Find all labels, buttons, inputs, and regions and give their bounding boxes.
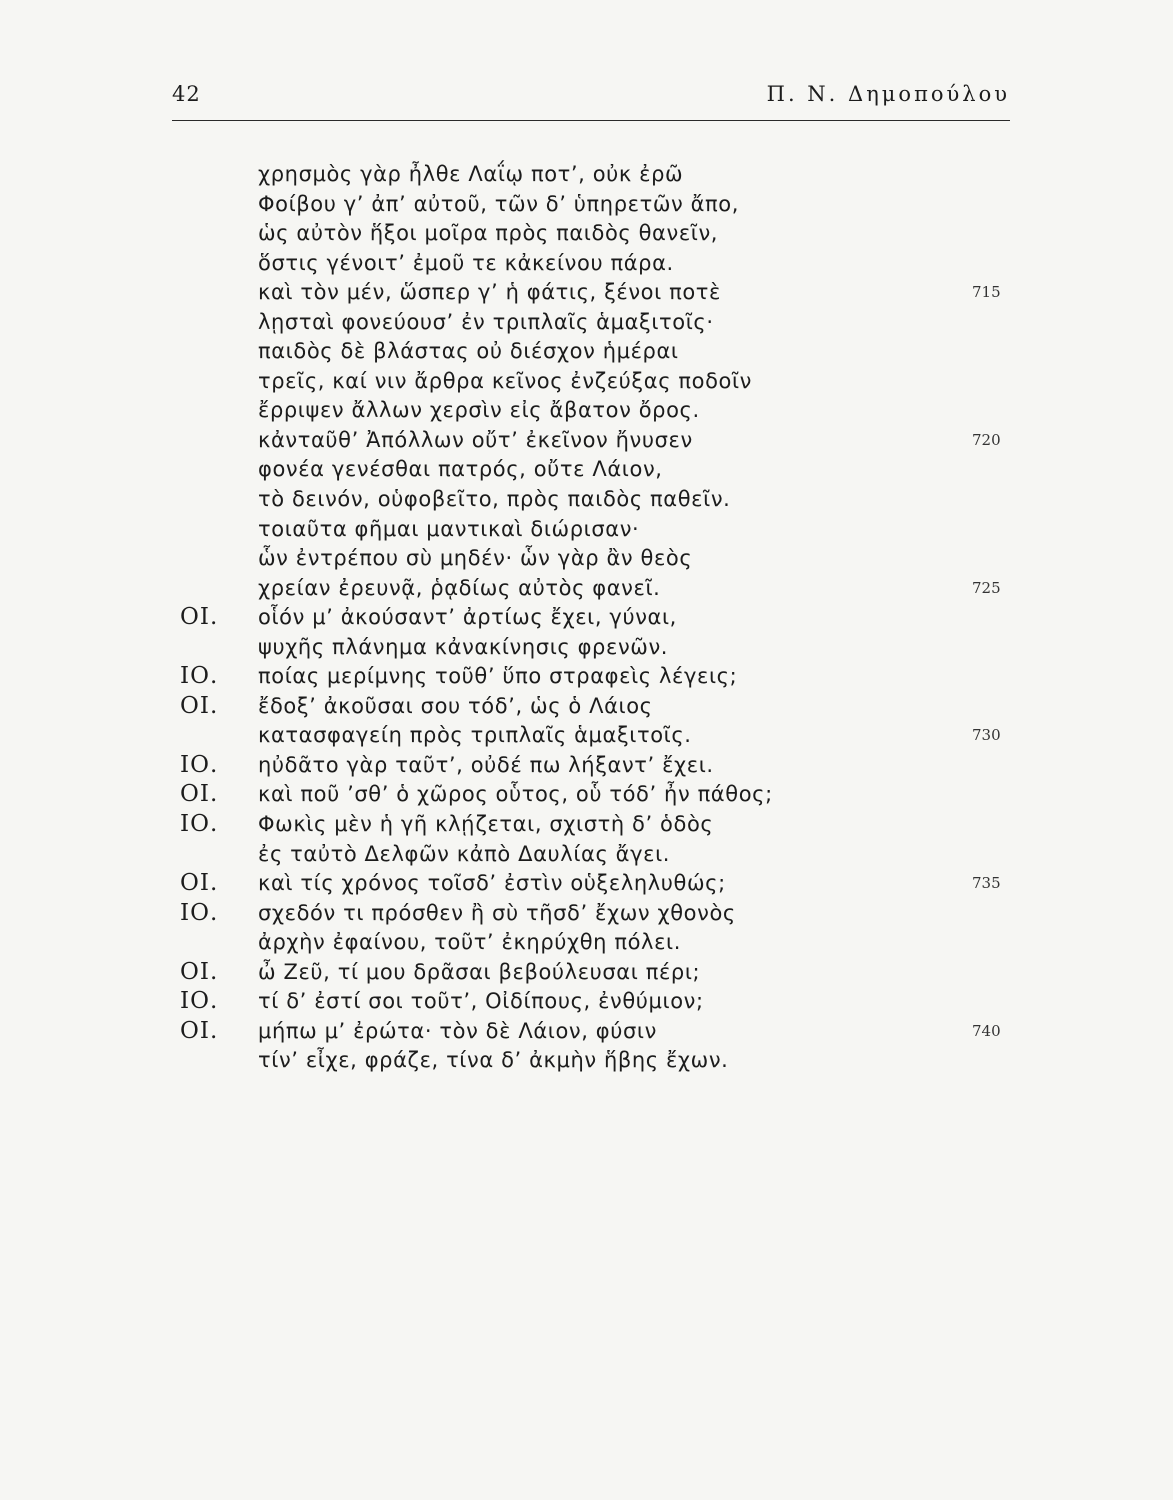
- verse-text: τίν’ εἶχε, φράζε, τίνα δ’ ἀκμὴν ἥβης ἔχων.: [258, 1048, 729, 1073]
- speaker-label: ΟΙ.: [180, 692, 219, 719]
- verse-text: ἐς ταὐτὸ Δελφῶν κἀπὸ Δαυλίας ἄγει.: [258, 841, 671, 866]
- verse-line: [0, 190, 1173, 220]
- verse-line: [0, 426, 1173, 456]
- verse-line: [0, 869, 1173, 899]
- verse-line: [0, 396, 1173, 426]
- verse-line: [0, 515, 1173, 545]
- speaker-label: ΟΙ.: [180, 1017, 219, 1044]
- verse-text: καὶ τὸν μέν, ὥσπερ γ’ ἡ φάτις, ξένοι ποτὲ: [258, 280, 721, 305]
- verse-text: κἀνταῦθ’ Ἀπόλλων οὔτ’ ἐκεῖνον ἤνυσεν: [258, 427, 693, 452]
- verse-line: [0, 662, 1173, 692]
- verse-text: οἷόν μ’ ἀκούσαντ’ ἀρτίως ἔχει, γύναι,: [258, 605, 677, 630]
- verse-text: ἀρχὴν ἐφαίνου, τοῦτ’ ἐκηρύχθη πόλει.: [258, 930, 682, 955]
- verse-line: [0, 958, 1173, 988]
- line-number: 720: [972, 430, 1001, 449]
- verse-line: [0, 249, 1173, 279]
- verse-text: ὅστις γένοιτ’ ἐμοῦ τε κἀκείνου πάρα.: [258, 250, 674, 275]
- verse-line: [0, 278, 1173, 308]
- verse-line: [0, 1017, 1173, 1047]
- verse-text: τί δ’ ἐστί σοι τοῦτ’, Οἰδίπους, ἐνθύμιον;: [258, 989, 704, 1014]
- verse-text: παιδὸς δὲ βλάστας οὐ διέσχον ἡμέραι: [258, 339, 679, 364]
- verse-text: Φοίβου γ’ ἀπ’ αὐτοῦ, τῶν δ’ ὑπηρετῶν ἄπο,: [258, 191, 740, 216]
- verse-text: χρείαν ἐρευνᾷ, ῥᾳδίως αὐτὸς φανεῖ.: [258, 575, 661, 600]
- line-number: 715: [972, 283, 1001, 302]
- verse-text: μήπω μ’ ἐρώτα· τὸν δὲ Λάιον, φύσιν: [258, 1018, 657, 1043]
- verse-text: ὦ Ζεῦ, τί μου δρᾶσαι βεβούλευσαι πέρι;: [258, 959, 701, 984]
- verse-line: [0, 485, 1173, 515]
- verse-line: [0, 987, 1173, 1017]
- verse-line: [0, 899, 1173, 929]
- line-number: 740: [972, 1021, 1001, 1040]
- speaker-label: ΟΙ.: [180, 604, 219, 631]
- verse-text-block: [0, 160, 1173, 1076]
- verse-text: καὶ ποῦ ’σθ’ ὁ χῶρος οὗτος, οὗ τόδ’ ἦν πάθος;: [258, 782, 773, 807]
- verse-text: ὧν ἐντρέπου σὺ μηδέν· ὧν γὰρ ἂν θεὸς: [258, 546, 693, 571]
- speaker-label: ΟΙ.: [180, 781, 219, 808]
- verse-text: τρεῖς, καί νιν ἄρθρα κεῖνος ἐνζεύξας ποδοῖν: [258, 368, 753, 393]
- speaker-label: ΙΟ.: [180, 663, 219, 690]
- verse-text: κατασφαγείη πρὸς τριπλαῖς ἁμαξιτοῖς.: [258, 723, 692, 748]
- verse-text: ηὐδᾶτο γὰρ ταῦτ’, οὐδέ πω λήξαντ’ ἔχει.: [258, 752, 714, 777]
- verse-text: σχεδόν τι πρόσθεν ἢ σὺ τῆσδ’ ἔχων χθονὸς: [258, 900, 736, 925]
- verse-line: [0, 928, 1173, 958]
- verse-line: [0, 160, 1173, 190]
- running-head: Π. Ν. Δημοπούλου: [766, 82, 1010, 106]
- verse-line: [0, 337, 1173, 367]
- verse-line: [0, 780, 1173, 810]
- verse-line: [0, 219, 1173, 249]
- verse-line: [0, 840, 1173, 870]
- verse-line: [0, 367, 1173, 397]
- verse-line: [0, 455, 1173, 485]
- verse-text: λῃσταὶ φονεύουσ’ ἐν τριπλαῖς ἁμαξιτοῖς·: [258, 309, 714, 334]
- verse-text: ψυχῆς πλάνημα κἀνακίνησις φρενῶν.: [258, 634, 669, 659]
- speaker-label: ΙΟ.: [180, 751, 219, 778]
- speaker-label: ΟΙ.: [180, 958, 219, 985]
- speaker-label: ΙΟ.: [180, 988, 219, 1015]
- speaker-label: ΟΙ.: [180, 870, 219, 897]
- verse-text: ἔδοξ’ ἀκοῦσαι σου τόδ’, ὡς ὁ Λάιος: [258, 693, 653, 718]
- verse-line: [0, 544, 1173, 574]
- line-number: 725: [972, 578, 1001, 597]
- verse-line: [0, 751, 1173, 781]
- verse-text: ποίας μερίμνης τοῦθ’ ὕπο στραφεὶς λέγεις;: [258, 664, 738, 689]
- verse-line: [0, 692, 1173, 722]
- verse-text: ὡς αὐτὸν ἥξοι μοῖρα πρὸς παιδὸς θανεῖν,: [258, 221, 719, 246]
- verse-text: καὶ τίς χρόνος τοῖσδ’ ἐστὶν οὑξεληλυθώς;: [258, 871, 726, 896]
- verse-line: [0, 603, 1173, 633]
- verse-text: τοιαῦτα φῆμαι μαντικαὶ διώρισαν·: [258, 516, 640, 541]
- speaker-label: ΙΟ.: [180, 899, 219, 926]
- verse-line: [0, 308, 1173, 338]
- verse-line: [0, 810, 1173, 840]
- line-number: 730: [972, 726, 1001, 745]
- page-header: [172, 76, 1010, 112]
- verse-text: χρησμὸς γὰρ ἦλθε Λαΐῳ ποτ’, οὐκ ἐρῶ: [258, 162, 684, 186]
- verse-text: τὸ δεινόν, οὑφοβεῖτο, πρὸς παιδὸς παθεῖν.: [258, 487, 731, 512]
- header-rule: [172, 120, 1010, 121]
- verse-text: Φωκὶς μὲν ἡ γῆ κλῄζεται, σχιστὴ δ’ ὁδὸς: [258, 812, 714, 837]
- speaker-label: ΙΟ.: [180, 811, 219, 838]
- line-number: 735: [972, 874, 1001, 893]
- verse-text: φονέα γενέσθαι πατρός, οὔτε Λάιον,: [258, 457, 663, 482]
- verse-line: [0, 721, 1173, 751]
- verse-line: [0, 1046, 1173, 1076]
- verse-line: [0, 633, 1173, 663]
- verse-line: [0, 574, 1173, 604]
- verse-text: ἔρριψεν ἄλλων χερσὶν εἰς ἄβατον ὄρος.: [258, 398, 700, 423]
- page-number: 42: [172, 82, 201, 106]
